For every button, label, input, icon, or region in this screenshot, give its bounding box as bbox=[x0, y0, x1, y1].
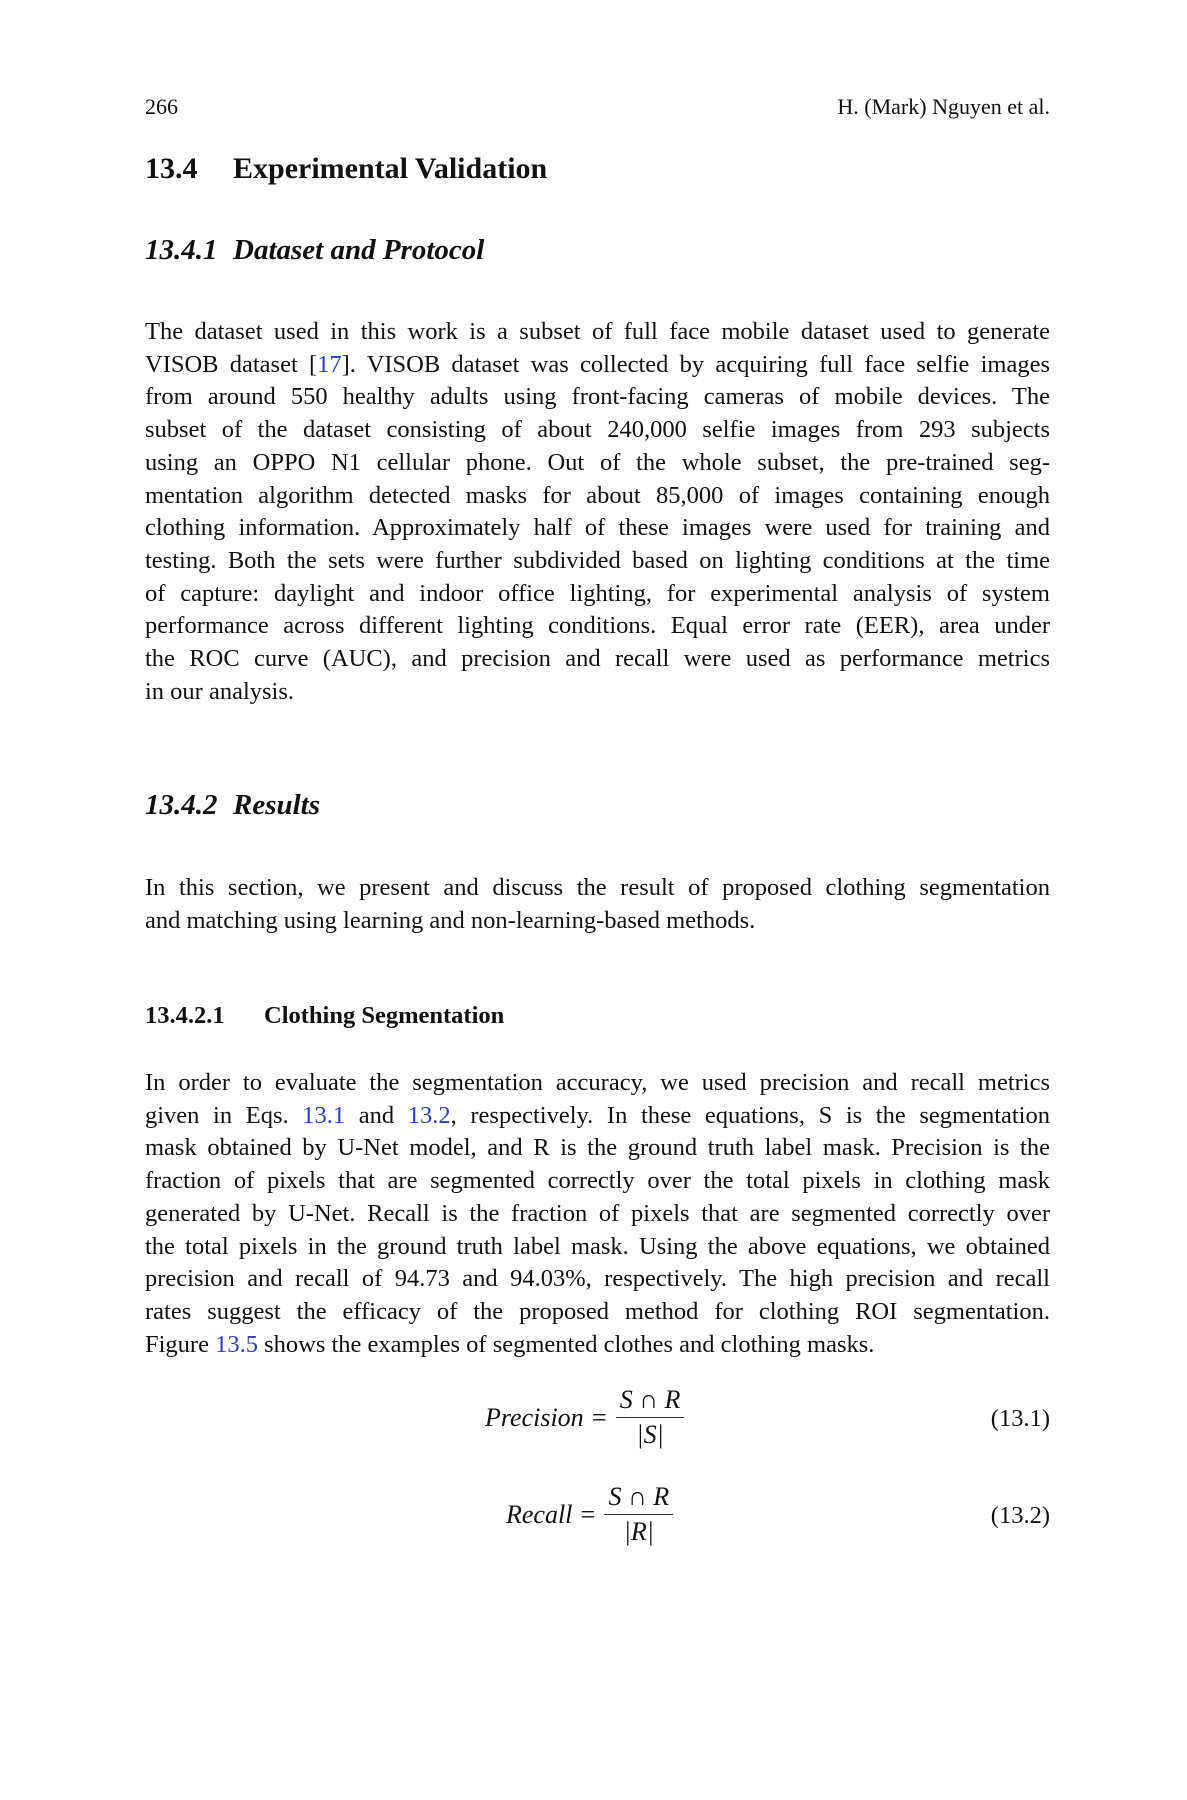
subsubsection-title: Clothing Segmentation bbox=[264, 1002, 505, 1029]
citation-link[interactable]: 17 bbox=[317, 350, 342, 378]
text-line: the total pixels in the ground truth label mask. Using the above equations, we obtained bbox=[145, 1232, 1050, 1260]
text-segment: ]. VISOB dataset was collected by acquiring full face selfie images bbox=[341, 350, 1050, 378]
text-line: In this section, we present and discuss the result of proposed clothing segmentation bbox=[145, 874, 1050, 901]
text-line: using an OPPO N1 cellular phone. Out of the whole subset, the pre-trained seg- bbox=[145, 448, 1050, 476]
subsection-heading-dataset bbox=[145, 234, 484, 267]
text-line bbox=[145, 1099, 1050, 1132]
text-line bbox=[145, 1328, 1050, 1361]
subsection-title: Dataset and Protocol bbox=[233, 234, 485, 266]
subsection-number: 13.4.1 bbox=[145, 234, 218, 266]
text-line: clothing information. Approximately half of these images were used for training and bbox=[145, 514, 1050, 542]
equation-precision: Precision = $\frac{S \cap R}{|S|}$ bbox=[485, 1385, 684, 1450]
equation-lhs: Recall bbox=[506, 1499, 573, 1529]
text-segment: and bbox=[345, 1101, 408, 1129]
text-line: from around 550 healthy adults using front-facing cameras of mobile devices. The bbox=[145, 383, 1050, 411]
subsection-heading-results bbox=[145, 789, 320, 822]
citation-link[interactable]: 13.1 bbox=[302, 1101, 346, 1129]
subsection-number: 13.4.2 bbox=[145, 789, 218, 821]
citation-link[interactable]: 13.5 bbox=[215, 1330, 258, 1358]
text-line: precision and recall of 94.73 and 94.03%, respectively. The high precision and recall bbox=[145, 1265, 1050, 1293]
text-line: The dataset used in this work is a subset of full face mobile dataset used to generate bbox=[145, 318, 1050, 345]
text-line: and matching using learning and non-learning-based methods. bbox=[145, 906, 756, 934]
text-line: rates suggest the efficacy of the proposed method for clothing ROI segmentation. bbox=[145, 1297, 1050, 1325]
denominator: |S| bbox=[636, 1420, 664, 1449]
running-head: H. (Mark) Nguyen et al. bbox=[837, 94, 1050, 119]
text-segment: VISOB dataset [ bbox=[145, 350, 318, 378]
text-line: the ROC curve (AUC), and precision and recall were used as performance metrics bbox=[145, 645, 1050, 672]
subsubsection-number: 13.4.2.1 bbox=[145, 1002, 225, 1029]
section-heading bbox=[145, 152, 547, 186]
text-segment: shows the examples of segmented clothes and clothing masks. bbox=[257, 1330, 875, 1358]
text-line: performance across different lighting conditions. Equal error rate (EER), area under bbox=[145, 612, 1050, 640]
section-title: Experimental Validation bbox=[233, 152, 548, 185]
text-line: of capture: daylight and indoor office lighting, for experimental analysis of system bbox=[145, 579, 1050, 607]
subsection-title: Results bbox=[233, 789, 321, 821]
denominator: |R| bbox=[623, 1517, 654, 1546]
equation-label: (13.2) bbox=[990, 1502, 1050, 1529]
text-segment: Figure bbox=[145, 1330, 216, 1358]
text-line: subset of the dataset consisting of about 240,000 selfie images from 293 subjects bbox=[145, 416, 1050, 444]
numerator: S ∩ R bbox=[604, 1482, 673, 1515]
page-number: 266 bbox=[145, 94, 178, 119]
text-line: testing. Both the sets were further subdivided based on lighting conditions at the time bbox=[145, 546, 1050, 574]
section-number: 13.4 bbox=[145, 152, 198, 185]
numerator: S ∩ R bbox=[616, 1385, 685, 1418]
text-line: In order to evaluate the segmentation accuracy, we used precision and recall metrics bbox=[145, 1069, 1050, 1096]
text-line: generated by U-Net. Recall is the fraction of pixels that are segmented correctly over bbox=[145, 1199, 1050, 1227]
text-line bbox=[145, 348, 1050, 381]
text-line: in our analysis. bbox=[145, 677, 295, 705]
equation-label: (13.1) bbox=[990, 1405, 1050, 1432]
text-line: fraction of pixels that are segmented correctly over the total pixels in clothing mask bbox=[145, 1167, 1050, 1195]
citation-link[interactable]: 13.2 bbox=[407, 1101, 451, 1129]
text-segment: , respectively. In these equations, S is the segmentation bbox=[450, 1101, 1050, 1129]
subsubsection-heading bbox=[145, 1002, 504, 1030]
equation-lhs: Precision bbox=[485, 1402, 584, 1432]
equation-recall: Recall = $\frac{S \cap R}{|R|}$ bbox=[506, 1482, 673, 1547]
text-line: mask obtained by U-Net model, and R is the ground truth label mask. Precision is the bbox=[145, 1134, 1050, 1162]
text-segment: given in Eqs. bbox=[145, 1101, 303, 1129]
text-line: mentation algorithm detected masks for about 85,000 of images containing enough bbox=[145, 481, 1050, 509]
